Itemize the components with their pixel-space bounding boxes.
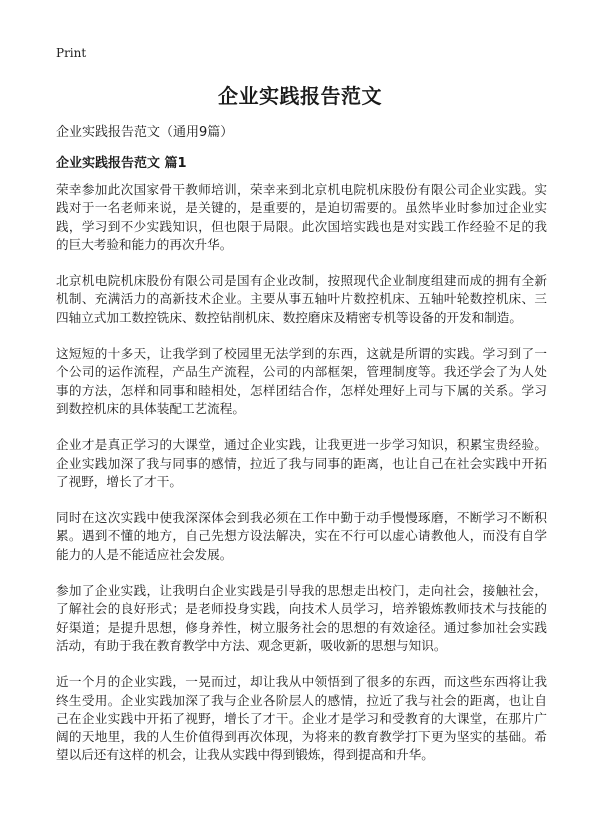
paragraph-2: 北京机电院机床股份有限公司是国有企业改制，按照现代企业制度组建而成的拥有全新机制、充满活力的高新技术企业。主要从事五轴叶片数控机床、五轴叶轮数控机床、三四轴立式加工数控铣床、数控钻削机床、数控磨床及精密专机等设备的开发和制造。 [56, 273, 547, 325]
paragraph-6: 参加了企业实践，让我明白企业实践是引导我的思想走出校门，走向社会，接触社会，了解社会的良好形式；是老师投身实践，向技术人员学习，培养锻炼教师技术与技能的好渠道；是提升思想，修身养性，树立服务社会的思想的有效途径。通过参加社会实践活动，有助于我在教育教学中方法、观念更新，吸收新的思想与知识。 [56, 583, 547, 653]
paragraph-5: 同时在这次实践中使我深深体会到我必须在工作中勤于动手慢慢琢磨，不断学习不断积累。遇到不懂的地方，自己先想方设法解决，实在不行可以虚心请教他人，而没有自学能力的人是不能适应社会发展。 [56, 510, 547, 562]
paragraph-1: 荣幸参加此次国家骨干教师培训，荣幸来到北京机电院机床股份有限公司企业实践。实践对于一名老师来说，是关键的，是重要的，是迫切需要的。虽然毕业时参加过企业实践，学习到不少实践知识，但也限于局限。此次国培实践也是对实践工作经验不足的我的巨大考验和能力的再次升华。 [56, 182, 547, 252]
section-heading: 企业实践报告范文 篇1 [56, 156, 187, 171]
article-body [56, 181, 547, 783]
paragraph-3: 这短短的十多天，让我学到了校园里无法学到的东西，这就是所谓的实践。学习到了一个公司的运作流程，产品生产流程，公司的内部框架，管理制度等。我还学会了为人处事的方法，怎样和同事和睦相处，怎样团结合作，怎样处理好上司与下属的关系。学习到数控机床的具体装配工艺流程。 [56, 346, 547, 416]
document-subtitle: 企业实践报告范文（通用9篇） [56, 125, 234, 140]
paragraph-4: 企业才是真正学习的大课堂，通过企业实践，让我更进一步学习知识，积累宝贵经验。 企业实践加深了我与同事的感情，拉近了我与同事的距离，也让自己在社会实践中开拓了视野，增长了才干。 [56, 437, 547, 489]
paragraph-7: 近一个月的企业实践，一晃而过，却让我从中领悟到了很多的东西，而这些东西将让我终生受用。企业实践加深了我与企业各阶层人的感情，拉近了我与社会的距离，也让自己在企业实践中开拓了视野，增长了才干。企业才是学习和受教育的大课堂，在那片广阔的天地里，我的人生价值得到再次体现，为将来的教育教学打下更为坚实的基础。希望以后还有这样的机会，让我从实践中得到锻炼，得到提高和升华。 [56, 674, 547, 763]
page-title: 企业实践报告范文 [218, 84, 382, 108]
print-link[interactable]: Print [56, 46, 87, 60]
